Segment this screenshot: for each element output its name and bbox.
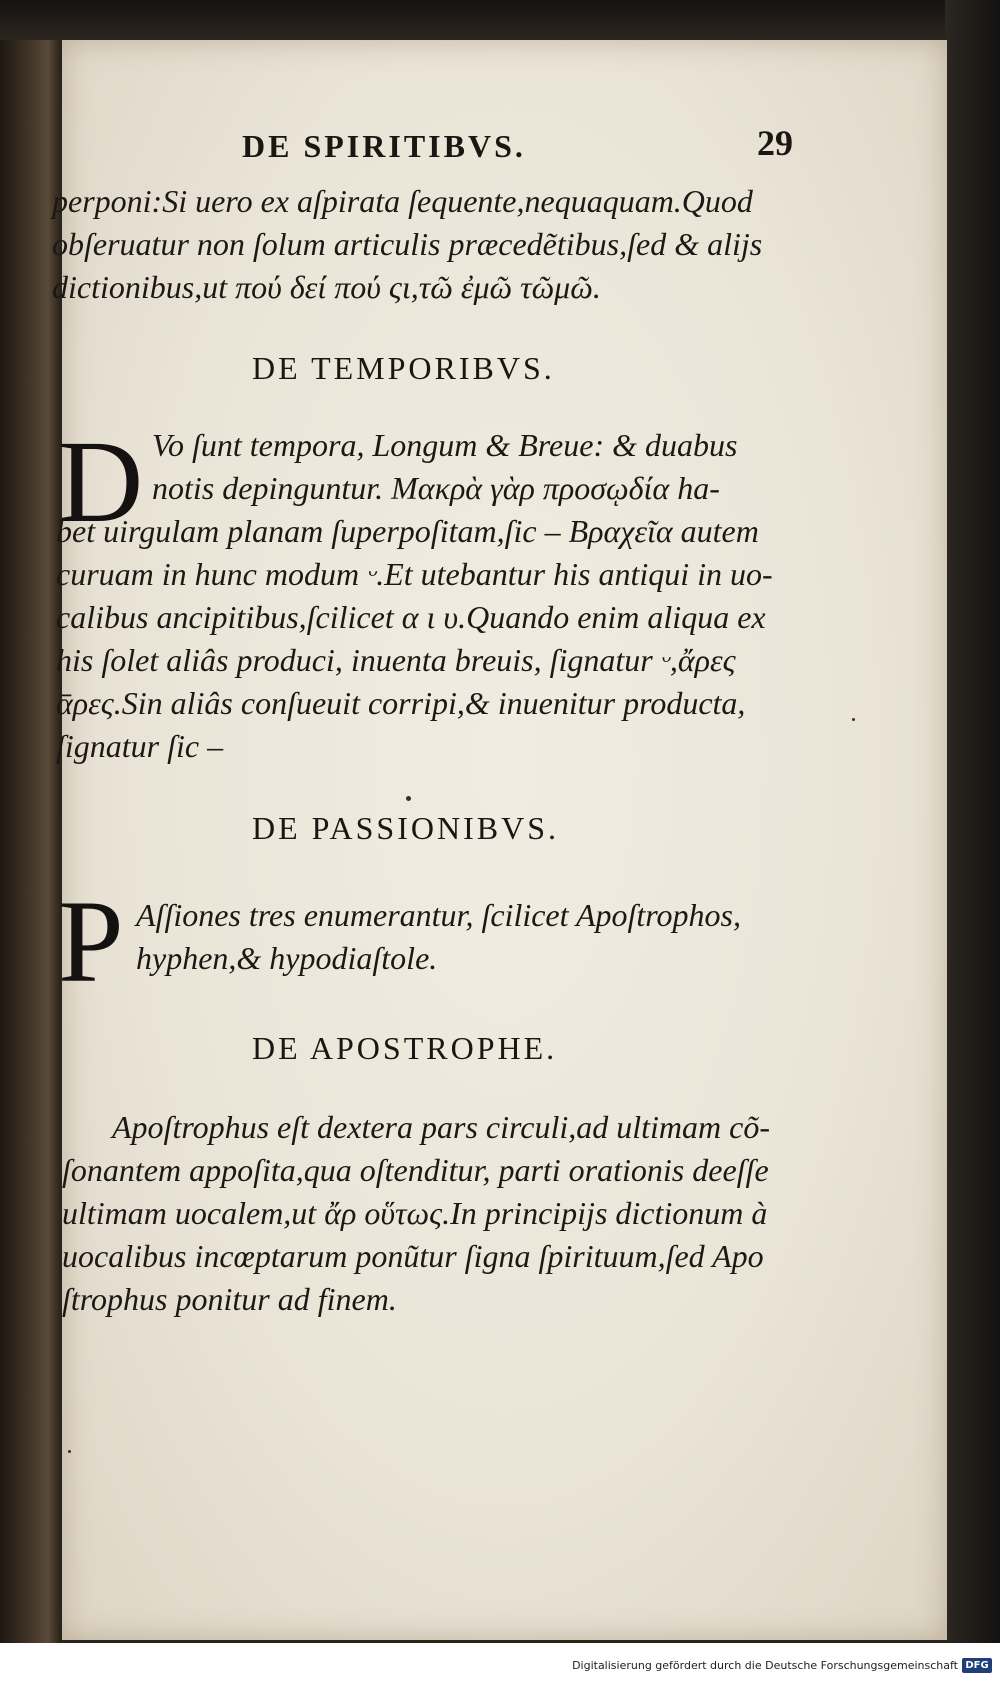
text-line: ſignatur ſic – bbox=[56, 728, 224, 764]
section-heading-temporibus: DE TEMPORIBVS. bbox=[252, 350, 555, 386]
section-heading-apostrophe: DE APOSTROPHE. bbox=[252, 1030, 558, 1066]
scan-right-edge bbox=[945, 0, 1000, 1681]
section-heading-passionibus: DE PASSIONIBVS. bbox=[252, 810, 559, 846]
text-line: ᾱρες.Sin aliâs conſueuit corripi,& inuenitur producta, bbox=[56, 685, 746, 721]
temporibus-paragraph bbox=[56, 416, 846, 768]
text-line: hyphen,& hypodiaſtole. bbox=[136, 940, 438, 976]
text-line: calibus ancipitibus,ſcilicet α ι υ.Quando enim aliqua ex bbox=[56, 599, 766, 635]
text-line: Vo ſunt tempora, Longum & Breue: & duabus bbox=[152, 427, 738, 463]
ink-speck bbox=[406, 796, 411, 801]
footer-credit: Digitalisierung gefördert durch die Deutsche Forschungsgemeinschaft bbox=[572, 1659, 958, 1672]
page-number: 29 bbox=[757, 123, 793, 163]
ink-speck bbox=[68, 1450, 71, 1453]
ink-speck bbox=[852, 718, 855, 721]
running-head: DE SPIRITIBVS. bbox=[242, 128, 526, 164]
text-line: ſtrophus ponitur ad finem. bbox=[62, 1281, 397, 1317]
scan-top-edge bbox=[0, 0, 1000, 40]
apostrophe-paragraph bbox=[62, 1106, 852, 1321]
spiritibus-paragraph bbox=[52, 180, 842, 309]
text-line: bet uirgulam planam ſuperpoſitam,ſic – Βραχεῖα autem bbox=[56, 513, 759, 549]
book-page bbox=[52, 40, 947, 1640]
drop-cap-d: D bbox=[58, 416, 144, 547]
text-line: dictionibus,ut πού δεί πού ςι,τῶ ἐμῶ τῶμῶ. bbox=[52, 269, 601, 305]
text-line: ſonantem appoſita,qua oſtenditur, parti orationis deeſſe bbox=[62, 1152, 769, 1188]
dfg-logo: DFG bbox=[962, 1658, 992, 1673]
passionibus-paragraph bbox=[56, 894, 846, 980]
drop-cap-p: P bbox=[58, 876, 124, 1007]
footer-strip bbox=[0, 1643, 1000, 1681]
text-line: perponi:Si uero ex aſpirata ſequente,nequaquam.Quod bbox=[52, 183, 753, 219]
text-line: his ſolet aliâs produci, inuenta breuis, ſignatur ᵕ,ἄρες bbox=[56, 642, 736, 678]
text-line: Apoſtrophus eſt dextera pars circuli,ad ultimam cõ- bbox=[112, 1109, 770, 1145]
text-line: curuam in hunc modum ᵕ.Et utebantur his antiqui in uo- bbox=[56, 556, 773, 592]
text-line: ultimam uocalem,ut ἄρ οὕτως.In principijs dictionum à bbox=[62, 1195, 768, 1231]
text-line: obſeruatur non ſolum articulis præcedẽtibus,ſed & aliјs bbox=[52, 226, 763, 262]
text-line: Aſſiones tres enumerantur, ſcilicet Apoſtrophos, bbox=[136, 897, 741, 933]
book-spine-edge bbox=[0, 0, 60, 1681]
text-line: notis depinguntur. Μακρὰ γὰρ προσῳδία ha- bbox=[152, 470, 720, 506]
text-line: uocalibus incœptarum ponũtur ſigna ſpirituum,ſed Apo bbox=[62, 1238, 764, 1274]
